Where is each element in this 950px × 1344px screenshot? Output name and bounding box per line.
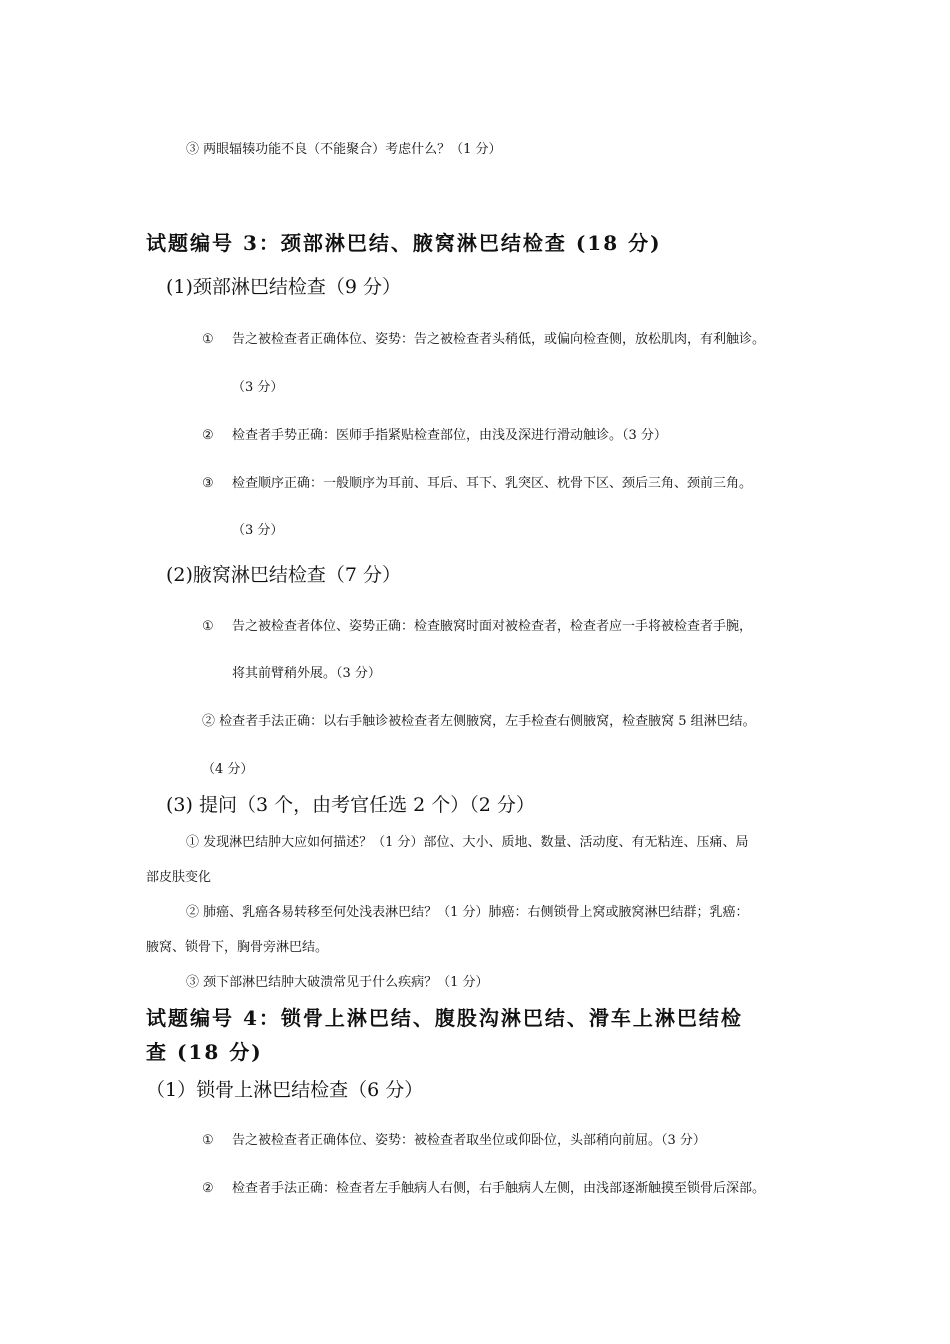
- list-item: [202, 472, 752, 491]
- item-text: 检查顺序正确：一般顺序为耳前、耳后、耳下、乳突区、枕骨下区、颈后三角、颈前三角。: [232, 476, 753, 491]
- list-item: ② 检查者手法正确：以右手触诊被检查者左侧腋窝，左手检查右侧腋窝，检查腋窝 5 组淋巴结。: [202, 714, 756, 729]
- item-text: 告之被检查者体位、姿势正确：检查腋窝时面对被检查者，检查者应一手将被检查者手腕，: [232, 619, 753, 634]
- item-number: ①: [202, 619, 214, 634]
- question-line: ① 发现淋巴结肿大应如何描述？（1 分）部位、大小、质地、数量、活动度、有无粘连、压痛、局: [186, 835, 749, 850]
- item-continuation: （4 分）: [202, 762, 254, 777]
- subsection-heading: (1)颈部淋巴结检查（9 分）: [166, 276, 402, 298]
- subsection-heading: (3) 提问（3 个，由考官任选 2 个）（2 分）: [166, 794, 535, 816]
- answer-continuation: 部皮肤变化: [146, 870, 212, 885]
- item-text: 告之被检查者正确体位、姿势：告之被检查者头稍低，或偏向检查侧，放松肌肉，有利触诊。: [232, 332, 766, 347]
- question-line: ② 肺癌、乳癌各易转移至何处浅表淋巴结？（1 分）肺癌：右侧锁骨上窝或腋窝淋巴结群；乳癌：: [186, 905, 749, 920]
- question-line: ③ 两眼辐辏功能不良（不能聚合）考虑什么？（1 分）: [186, 142, 502, 157]
- item-continuation: 将其前臂稍外展。（3 分）: [232, 666, 381, 681]
- section-title: 试题编号 3：颈部淋巴结、腋窝淋巴结检查 (18 分): [146, 231, 662, 255]
- item-continuation: （3 分）: [232, 523, 284, 538]
- item-number: ①: [202, 1133, 214, 1148]
- answer-continuation: 腋窝、锁骨下，胸骨旁淋巴结。: [146, 940, 329, 955]
- list-item: [202, 1177, 765, 1196]
- subsection-heading: (2)腋窝淋巴结检查（7 分）: [166, 564, 402, 586]
- item-number: ②: [202, 1181, 214, 1196]
- section-title-continuation: 查 (18 分): [146, 1040, 263, 1064]
- item-text: 检查者手势正确：医师手指紧贴检查部位，由浅及深进行滑动触诊。（3 分）: [232, 428, 667, 443]
- list-item: [202, 424, 667, 443]
- section-title: 试题编号 4：锁骨上淋巴结、腹股沟淋巴结、滑车上淋巴结检: [146, 1006, 743, 1030]
- item-continuation: （3 分）: [232, 380, 284, 395]
- item-text: 告之被检查者正确体位、姿势：被检查者取坐位或仰卧位，头部稍向前屈。（3 分）: [232, 1133, 706, 1148]
- item-number: ②: [202, 428, 214, 443]
- list-item: [202, 1129, 706, 1148]
- question-line: ③ 颈下部淋巴结肿大破溃常见于什么疾病？（1 分）: [186, 975, 489, 990]
- list-item: [202, 328, 765, 347]
- subsection-heading: （1）锁骨上淋巴结检查（6 分）: [146, 1079, 424, 1101]
- item-text: 检查者手法正确：检查者左手触病人右侧，右手触病人左侧，由浅部逐渐触摸至锁骨后深部。: [232, 1181, 766, 1196]
- item-number: ③: [202, 476, 214, 491]
- item-number: ①: [202, 332, 214, 347]
- list-item: [202, 615, 752, 634]
